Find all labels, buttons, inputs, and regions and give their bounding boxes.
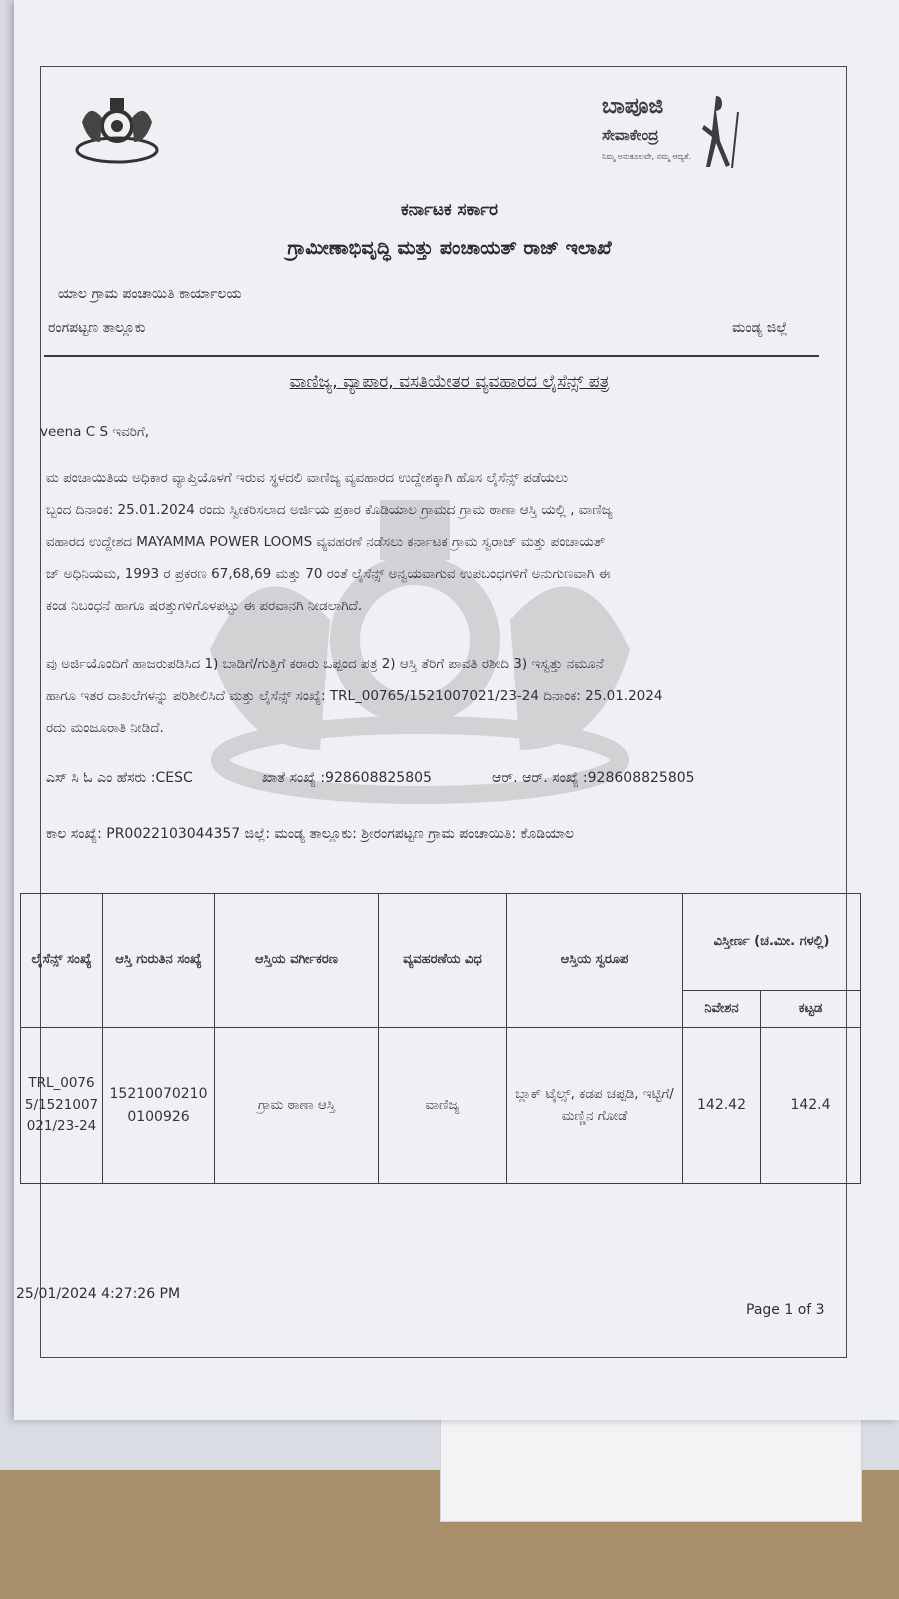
header-property-id: ಆಸ್ತಿ ಗುರುತಿನ ಸಂಖ್ಯೆ <box>103 894 215 1028</box>
cell-property-class: ಗ್ರಾಮ ಠಾಣಾ ಆಸ್ತಿ <box>215 1028 379 1184</box>
print-timestamp: 25/01/2024 4:27:26 PM <box>16 1286 181 1302</box>
license-table <box>20 893 861 1184</box>
header-site: ನಿವೇಶನ <box>683 991 761 1028</box>
taluk-name: ರಂಗಪಟ್ಟಣ ತಾಲ್ಲೂಕು <box>48 320 146 336</box>
cell-business-type: ವಾಣಿಜ್ಯ <box>379 1028 507 1184</box>
table-row <box>21 1028 861 1184</box>
paragraph1-line: ಜ್ ಅಧಿನಿಯಮ, 1993 ರ ಪ್ರಕರಣ 67,68,69 ಮತ್ತು 70 ರಂತೆ ಲೈಸೆನ್ಸ್ ಅನ್ವಯವಾಗುವ ಉಪಬಂಧಗಳಿಗೆ ಅನುಗುಣವಾಗಿ ಈ <box>46 566 611 582</box>
cell-site-area: 142.42 <box>683 1028 761 1184</box>
logo-subtitle: ಸೇವಾಕೇಂದ್ರ <box>602 126 659 144</box>
escom-name: ಎಸ್ ಸಿ ಓ ಎಂ ಹೆಸರು :CESC <box>46 770 193 786</box>
paragraph2-line: ರದು ಮಂಜೂರಾತಿ ನೀಡಿದೆ. <box>46 720 164 736</box>
document-title: ವಾಣಿಜ್ಯ, ವ್ಯಾಪಾರ, ವಸತಿಯೇತರ ವ್ಯವಹಾರದ ಲೈಸೆನ್ಸ್ ಪತ್ರ <box>289 372 610 392</box>
header-license-no: ಲೈಸೆನ್ಸ್ ಸಂಖ್ಯೆ <box>21 894 103 1028</box>
header-business-type: ವ್ಯವಹರಣೆಯ ವಿಧ <box>379 894 507 1028</box>
logo-tagline: ನಿಮ್ಮ ಅನುಕೂಲವೇ, ನಮ್ಮ ಆದ್ಯತೆ. <box>602 152 692 161</box>
department-heading: ಗ್ರಾಮೀಣಾಭಿವೃದ್ಧಿ ಮತ್ತು ಪಂಚಾಯತ್ ರಾಜ್ ಇಲಾಖೆ <box>287 237 612 259</box>
cell-license-no: TRL_00765/1521007021/23-24 <box>21 1028 103 1184</box>
govt-heading: ಕರ್ನಾಟಕ ಸರ್ಕಾರ <box>400 200 499 220</box>
cell-property-id: 152100702100100926 <box>103 1028 215 1184</box>
page-number: Page 1 of 3 <box>746 1302 825 1318</box>
header-property-nature: ಆಸ್ತಿಯ ಸ್ವರೂಪ <box>507 894 683 1028</box>
district-name: ಮಂಡ್ಯ ಜಿಲ್ಲೆ <box>732 320 788 336</box>
paragraph2-line: ವು ಅರ್ಜಿಯೊಂದಿಗೆ ಹಾಜರುಪಡಿಸಿದ 1) ಬಾಡಿಗೆ/ಗುತ್ತಿಗೆ ಕರಾರು ಒಪ್ಪಂದ ಪತ್ರ 2) ಆಸ್ತಿ ತೆರಿಗೆ ಪಾವತಿ ರಶೀದಿ 3) ಇಸ್ವತ್ತು ನಮೂನೆ <box>46 656 604 672</box>
header-divider <box>44 355 819 357</box>
rr-number: ಆರ್. ಆರ್. ಸಂಖ್ಯೆ :928608825805 <box>492 770 695 786</box>
header-property-class: ಆಸ್ತಿಯ ವರ್ಗೀಕರಣ <box>215 894 379 1028</box>
salutation: veena C S ಇವರಿಗೆ, <box>40 424 150 440</box>
logo-title: ಬಾಪೂಜಿ <box>602 94 664 119</box>
header-building: ಕಟ್ಟಡ <box>761 991 861 1028</box>
karnataka-emblem-icon <box>70 92 165 172</box>
header-area: ವಿಸ್ತೀರ್ಣ (ಚ.ಮೀ. ಗಳಲ್ಲಿ) <box>683 894 861 991</box>
location-line: ಕಾಲ ಸಂಖ್ಯೆ: PR0022103044357 ಜಿಲ್ಲೆ: ಮಂಡ್ಯ ತಾಲ್ಲೂಕು: ಶ್ರೀರಂಗಪಟ್ಟಣ ಗ್ರಾಮ ಪಂಚಾಯಿತಿ: ಕೊಡಿಯಾಲ <box>46 826 575 842</box>
account-number: ಖಾತೆ ಸಂಖ್ಯೆ :928608825805 <box>262 770 432 786</box>
cell-building-area: 142.4 <box>761 1028 861 1184</box>
paragraph1-line: ವಹಾರದ ಉದ್ದೇಶದ MAYAMMA POWER LOOMS ವ್ಯವಹರಣೆ ನಡೆಸಲು ಕರ್ನಾಟಕ ಗ್ರಾಮ ಸ್ವರಾಜ್ ಮತ್ತು ಪಂಚಾಯತ್ <box>46 534 606 550</box>
office-name: ಯಾಲ ಗ್ರಾಮ ಪಂಚಾಯಿತಿ ಕಾರ್ಯಾಲಯ <box>58 286 242 302</box>
cell-property-nature: ಬ್ಲಾಕ್ ಟೈಲ್ಸ್, ಕಡಪ ಚಪ್ಪಡಿ, ಇಟ್ಟಿಗೆ/ ಮಣ್ಣಿನ ಗೋಡೆ <box>507 1028 683 1184</box>
paragraph1-line: ಕಂಡ ನಿಬಂಧನೆ ಹಾಗೂ ಷರತ್ತುಗಳಿಗೊಳಪಟ್ಟು ಈ ಪರವಾನಗಿ ನೀಡಲಾಗಿದೆ. <box>46 598 363 614</box>
paragraph1-line: ಮ ಪಂಚಾಯಿತಿಯ ಅಧಿಕಾರ ವ್ಯಾಪ್ತಿಯೊಳಗೆ ಇರುವ ಸ್ಥಳದಲಿ ವಾಣಿಜ್ಯ ವ್ಯವಹಾರದ ಉದ್ದೇಶಕ್ಕಾಗಿ ಹೊಸ ಲೈಸೆನ್ಸ್ ಪಡೆಯಲು <box>46 470 569 486</box>
paragraph1-line: ಬ್ಬಂದ ದಿನಾಂಕ: 25.01.2024 ರಂದು ಸ್ವೀಕರಿಸಲಾದ ಅರ್ಜಿಯ ಪ್ರಕಾರ ಕೊಡಿಯಾಲ ಗ್ರಾಮದ ಗ್ರಾಮ ಠಾಣಾ ಆಸ್ತಿ ಯಲ್ಲಿ , ವಾಣಿಜ್ಯ <box>46 502 613 518</box>
paragraph2-line: ಹಾಗೂ ಇತರ ದಾಖಲೆಗಳನ್ನು ಪರಿಶೀಲಿಸಿದೆ ಮತ್ತು ಲೈಸೆನ್ಸ್ ಸಂಖ್ಯೆ: TRL_00765/1521007021/23-24 ದಿನಾಂಕ: 25.01.2024 <box>46 688 663 704</box>
